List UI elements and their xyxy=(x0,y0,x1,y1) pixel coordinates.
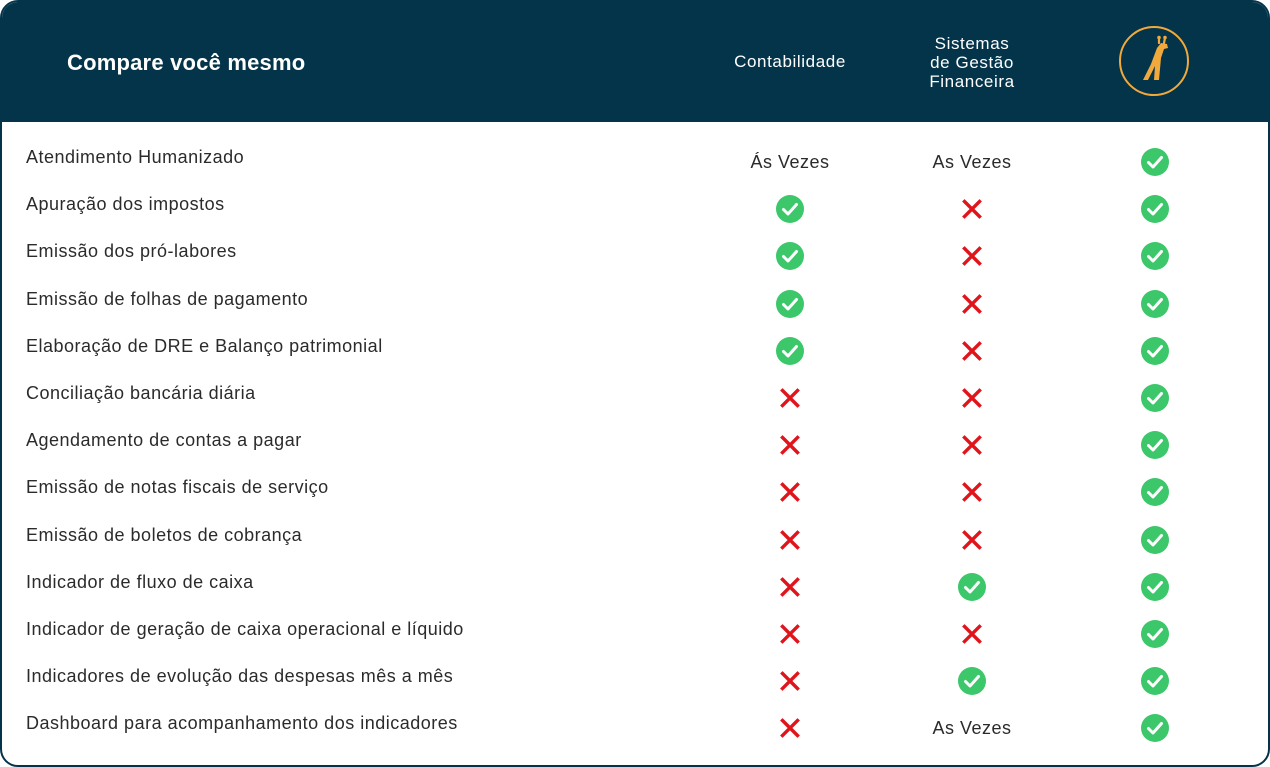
row-label: Indicador de geração de caixa operacional e líquido xyxy=(26,618,464,639)
cross-icon xyxy=(892,336,1052,366)
cross-icon xyxy=(710,477,870,507)
row-label: Emissão de notas fiscais de serviço xyxy=(26,477,329,498)
row-label: Atendimento Humanizado xyxy=(26,147,245,167)
cross-icon xyxy=(892,525,1052,555)
check-icon xyxy=(1075,713,1235,743)
cross-icon xyxy=(892,383,1052,413)
cross-icon xyxy=(892,477,1052,507)
check-icon xyxy=(1075,336,1235,366)
cell-value: As Vezes xyxy=(932,151,1012,172)
cross-icon xyxy=(710,572,870,602)
row-label: Dashboard para acompanhamento dos indicadores xyxy=(26,713,458,734)
row-label: Indicador de fluxo de caixa xyxy=(26,571,254,592)
check-icon xyxy=(1075,289,1235,319)
table-row xyxy=(2,422,1268,469)
row-label: Emissão de boletos de cobrança xyxy=(26,524,303,545)
column-header-contabilidade: Contabilidade xyxy=(734,52,846,71)
row-label: Elaboração de DRE e Balanço patrimonial xyxy=(26,335,383,356)
cross-icon xyxy=(892,289,1052,319)
check-icon xyxy=(1075,194,1235,224)
table-row xyxy=(2,375,1268,422)
check-icon xyxy=(1075,241,1235,271)
table-row xyxy=(2,139,1268,186)
cross-icon xyxy=(710,525,870,555)
check-icon xyxy=(1075,619,1235,649)
check-icon xyxy=(1075,147,1235,177)
cross-icon xyxy=(892,194,1052,224)
check-icon xyxy=(1075,430,1235,460)
check-icon xyxy=(892,572,1052,602)
table-row xyxy=(2,611,1268,658)
row-label: Agendamento de contas a pagar xyxy=(26,430,302,451)
table-row xyxy=(2,328,1268,375)
row-label: Conciliação bancária diária xyxy=(26,382,256,403)
cell-text xyxy=(892,713,1052,743)
cell-value: As Vezes xyxy=(932,717,1012,738)
table-row xyxy=(2,469,1268,516)
cross-icon xyxy=(710,383,870,413)
comparison-header xyxy=(2,2,1268,122)
page-title: Compare você mesmo xyxy=(67,50,306,75)
row-label: Emissão de folhas de pagamento xyxy=(26,288,309,309)
table-row xyxy=(2,233,1268,280)
check-icon xyxy=(1075,572,1235,602)
cross-icon xyxy=(710,713,870,743)
column-header-line: de Gestão xyxy=(930,53,1014,72)
column-header-sistemas xyxy=(892,34,1052,91)
check-icon xyxy=(1075,666,1235,696)
cross-icon xyxy=(892,430,1052,460)
cell-text xyxy=(710,147,870,177)
cell-text xyxy=(892,147,1052,177)
check-icon xyxy=(710,336,870,366)
table-row xyxy=(2,564,1268,611)
giraffe-logo-icon xyxy=(1119,26,1189,96)
table-row xyxy=(2,658,1268,705)
check-icon xyxy=(892,666,1052,696)
table-row xyxy=(2,281,1268,328)
check-icon xyxy=(710,194,870,224)
check-icon xyxy=(1075,383,1235,413)
column-header-line: Sistemas xyxy=(934,34,1010,53)
table-row xyxy=(2,705,1268,752)
check-icon xyxy=(1075,477,1235,507)
check-icon xyxy=(710,241,870,271)
check-icon xyxy=(710,289,870,319)
table-row xyxy=(2,517,1268,564)
cross-icon xyxy=(892,619,1052,649)
column-header-line: Financeira xyxy=(929,72,1015,91)
row-label: Emissão dos pró-labores xyxy=(26,241,237,262)
row-label: Indicadores de evolução das despesas mês a mês xyxy=(26,666,454,687)
table-row xyxy=(2,186,1268,233)
cross-icon xyxy=(710,666,870,696)
row-label: Apuração dos impostos xyxy=(26,194,225,215)
cross-icon xyxy=(710,619,870,649)
cell-value: Ás Vezes xyxy=(750,151,830,172)
comparison-table xyxy=(2,139,1268,752)
cross-icon xyxy=(892,241,1052,271)
cross-icon xyxy=(710,430,870,460)
check-icon xyxy=(1075,525,1235,555)
